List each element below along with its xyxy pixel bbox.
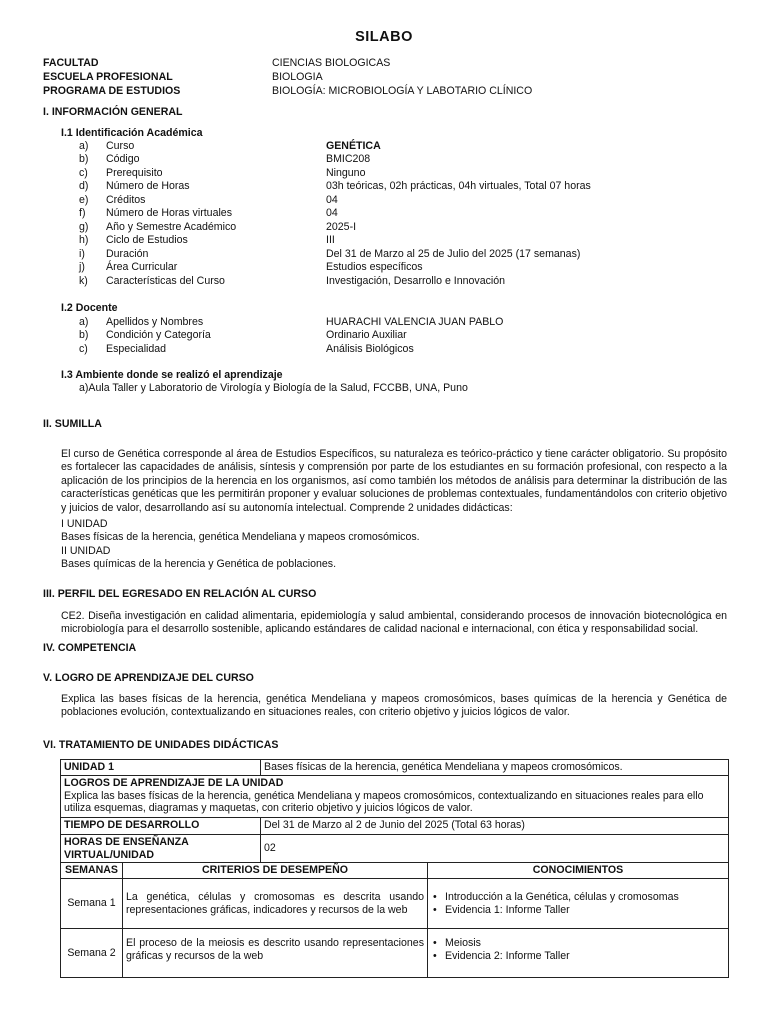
week-cell: Semana 1 — [61, 879, 123, 929]
criteria-cell: La genética, células y cromosomas es descrita usando representaciones gráficas, indicadores y recursos de la web — [123, 879, 428, 929]
section-5-heading: V. LOGRO DE APRENDIZAJE DEL CURSO — [43, 672, 254, 684]
table-row — [61, 879, 729, 929]
document-title: SILABO — [355, 29, 413, 45]
item-value: Análisis Biológicos — [326, 343, 414, 355]
item-label: Curso — [106, 140, 135, 152]
item-letter: g) — [79, 221, 89, 233]
item-value: Estudios específicos — [326, 261, 423, 273]
teacher-heading: I.2 Docente — [61, 302, 118, 314]
item-value: III — [326, 234, 335, 246]
school-value: BIOLOGIA — [272, 71, 323, 83]
program-value: BIOLOGÍA: MICROBIOLOGÍA Y LABOTARIO CLÍNICO — [272, 85, 533, 97]
item-value: Ordinario Auxiliar — [326, 329, 407, 341]
faculty-value: CIENCIAS BIOLOGICAS — [272, 57, 391, 69]
duration-value: Del 31 de Marzo al 2 de Junio del 2025 (Total 63 horas) — [261, 818, 729, 835]
item-value: 04 — [326, 194, 338, 206]
item-label: Especialidad — [106, 343, 167, 355]
virtual-hours-label: HORAS DE ENSEÑANZA VIRTUAL/UNIDAD — [61, 835, 261, 863]
item-letter: a) — [79, 316, 89, 328]
table-row — [61, 929, 729, 978]
item-letter: k) — [79, 275, 88, 287]
section-2-heading: II. SUMILLA — [43, 418, 102, 430]
item-letter: c) — [79, 343, 88, 355]
achievement-paragraph: Explica las bases físicas de la herencia, genética Mendeliana y mapeos cromosómicos, bases químicas de la herencia y Genética de poblaciones evolución, contextualizando en situaciones reales, con criterio objetivo y juicios lógicos de valor. — [61, 693, 727, 719]
knowledge-column-header: CONOCIMIENTOS — [428, 863, 729, 879]
duration-label: TIEMPO DE DESARROLLO — [61, 818, 261, 835]
item-label: Área Curricular — [106, 261, 178, 273]
achievements-text: Explica las bases físicas de la herencia, genética Mendeliana y mapeos cromosómicos, contextualizando en situaciones reales para ello utiliza esquemas, diagramas y maquetas, con criterio objetivo y juicios lógicos de valor. — [64, 789, 704, 814]
knowledge-item: • Evidencia 1: Informe Taller — [445, 904, 725, 917]
environment-heading: I.3 Ambiente donde se realizó el aprendizaje — [61, 369, 283, 381]
section-6-heading: VI. TRATAMIENTO DE UNIDADES DIDÁCTICAS — [43, 739, 279, 751]
criteria-column-header: CRITERIOS DE DESEMPEÑO — [123, 863, 428, 879]
unit-table — [60, 759, 729, 978]
achievements-label: LOGROS DE APRENDIZAJE DE LA UNIDAD — [64, 777, 284, 789]
unit-2-title: Bases químicas de la herencia y Genética de poblaciones. — [61, 558, 337, 571]
sumilla-units — [61, 518, 727, 572]
knowledge-cell — [428, 929, 729, 978]
item-label: Condición y Categoría — [106, 329, 211, 341]
unit-1-title: Bases físicas de la herencia, genética Mendeliana y mapeos cromosómicos. — [61, 531, 420, 544]
item-letter: i) — [79, 248, 85, 260]
item-label: Año y Semestre Académico — [106, 221, 237, 233]
item-letter: f) — [79, 207, 86, 219]
teacher-name: HUARACHI VALENCIA JUAN PABLO — [326, 316, 504, 328]
profile-paragraph: CE2. Diseña investigación en calidad alimentaria, epidemiología y salud ambiental, considerando procesos de innovación biotecnológica en microbiología para el desarrollo sostenible, aplicando estándares de calidad nacional e internacional, con ética y responsabilidad social. — [61, 610, 727, 636]
item-value: 03h teóricas, 02h prácticas, 04h virtuales, Total 07 horas — [326, 180, 591, 192]
knowledge-item: • Evidencia 2: Informe Taller — [445, 950, 725, 963]
item-label: Número de Horas — [106, 180, 190, 192]
virtual-hours-value: 02 — [261, 835, 729, 863]
item-letter: c) — [79, 167, 88, 179]
item-letter: d) — [79, 180, 89, 192]
item-value: BMIC208 — [326, 153, 371, 165]
knowledge-item: • Meiosis — [445, 937, 725, 950]
item-letter: h) — [79, 234, 89, 246]
program-label: PROGRAMA DE ESTUDIOS — [43, 85, 181, 97]
item-value: Investigación, Desarrollo e Innovación — [326, 275, 506, 287]
unit-title: Bases físicas de la herencia, genética Mendeliana y mapeos cromosómicos. — [261, 760, 729, 776]
section-3-heading: III. PERFIL DEL EGRESADO EN RELACIÓN AL CURSO — [43, 588, 317, 600]
section-1-heading: I. INFORMACIÓN GENERAL — [43, 106, 183, 118]
item-label: Código — [106, 153, 140, 165]
item-label: Ciclo de Estudios — [106, 234, 188, 246]
item-label: Prerequisito — [106, 167, 163, 179]
faculty-label: FACULTAD — [43, 57, 99, 69]
item-letter: e) — [79, 194, 89, 206]
item-label: Número de Horas virtuales — [106, 207, 232, 219]
item-letter: b) — [79, 329, 89, 341]
item-label: Créditos — [106, 194, 146, 206]
section-4-heading: IV. COMPETENCIA — [43, 642, 137, 654]
knowledge-cell — [428, 879, 729, 929]
item-letter: j) — [79, 261, 85, 273]
item-label: Duración — [106, 248, 149, 260]
knowledge-item: • Introducción a la Genética, células y cromosomas — [445, 891, 725, 904]
course-name: GENÉTICA — [326, 140, 381, 152]
item-label: Características del Curso — [106, 275, 225, 287]
item-letter: a) — [79, 140, 89, 152]
week-cell: Semana 2 — [61, 929, 123, 978]
unit-1-label: I UNIDAD — [61, 518, 108, 530]
academic-id-heading: I.1 Identificación Académica — [61, 127, 203, 139]
item-value: Ninguno — [326, 167, 366, 179]
criteria-cell: El proceso de la meiosis es descrito usando representaciones gráficas y recursos de la web — [123, 929, 428, 978]
unit-label: UNIDAD 1 — [61, 760, 261, 776]
item-value: Del 31 de Marzo al 25 de Julio del 2025 (17 semanas) — [326, 248, 581, 260]
sumilla-paragraph: El curso de Genética corresponde al área de Estudios Específicos, su naturaleza es teórico-práctico y tiene carácter obligatorio. Su propósito es fortalecer las capacidades de análisis, síntesis y comprensión por parte de los estudiantes en su formación profesional, con respecto a la aplicación de los principios de la herencia en los organismos, así como también los métodos de análisis para determinar la distribución de las características genéticas que les permitirán proponer y evaluar soluciones de problemas contextuales, fundamentándolos con criterio objetivo y juicios de valor, desarrollando así su autonomía intelectual. Comprende 2 unidades didácticas: — [61, 448, 727, 514]
item-label: Apellidos y Nombres — [106, 316, 204, 328]
item-value: 04 — [326, 207, 338, 219]
environment-item: a)Aula Taller y Laboratorio de Virología y Biología de la Salud, FCCBB, UNA, Puno — [79, 382, 468, 394]
item-letter: b) — [79, 153, 89, 165]
unit-2-label: II UNIDAD — [61, 544, 111, 557]
item-value: 2025-I — [326, 221, 357, 233]
unit-achievements-cell — [61, 776, 729, 818]
school-label: ESCUELA PROFESIONAL — [43, 71, 173, 83]
weeks-column-header: SEMANAS — [61, 863, 123, 879]
